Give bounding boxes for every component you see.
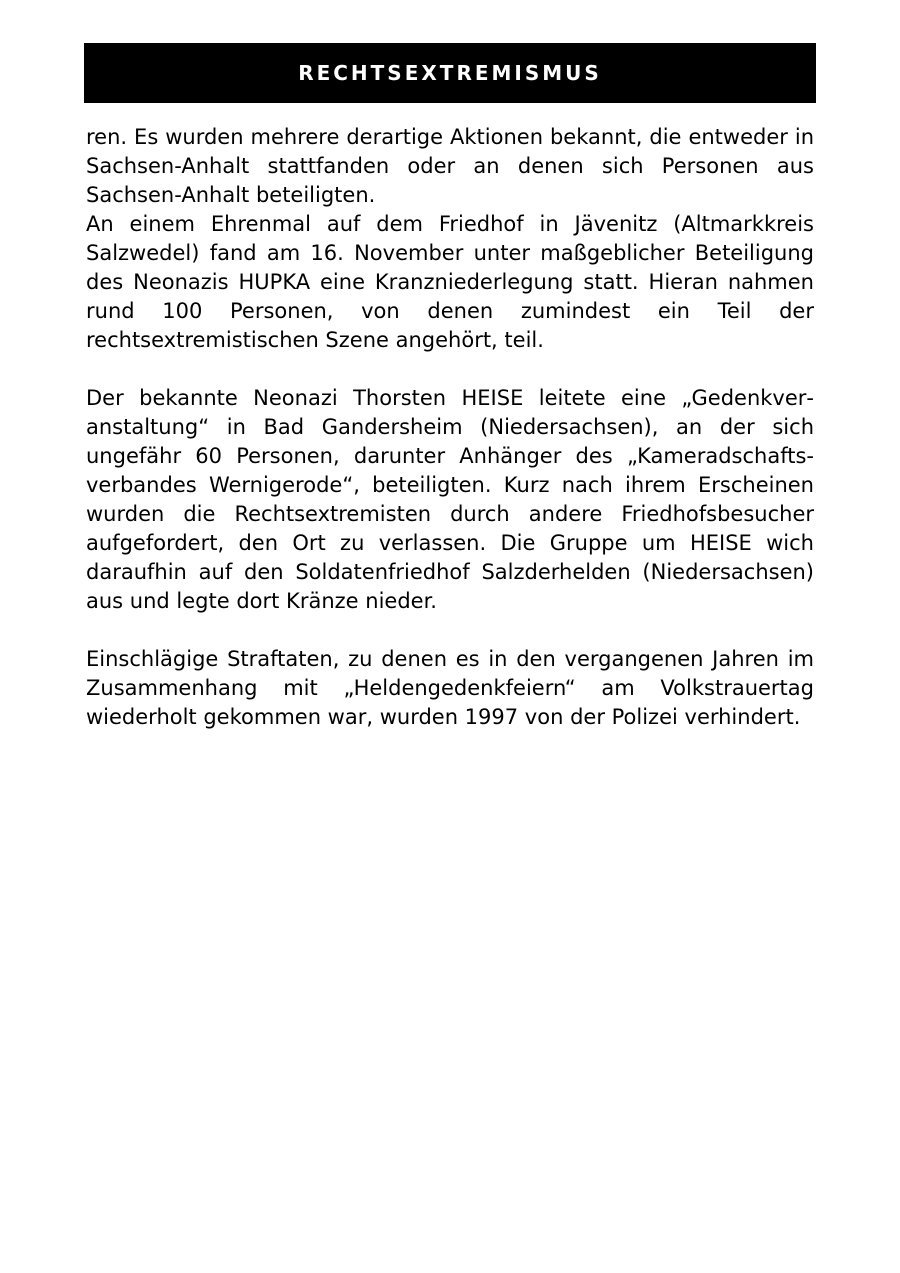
section-title: RECHTSEXTREMISMUS: [298, 61, 602, 85]
paragraph-actions: ren. Es wurden mehrere derartige Aktionen bekannt, die entweder in Sachsen-Anhalt stattfanden oder an denen sich Personen aus Sachsen-Anhalt beteiligten.: [86, 125, 814, 207]
paragraph-heise: Der bekannte Neonazi Thorsten HEISE leitete eine „Gedenkveranstaltung“ in Bad Gandersheim (Niedersachsen), an der sich ungefähr 60 Personen, darunter Anhänger des „Kameradschaftsverbandes Wernigerode“, beteiligten. Kurz nach ihrem Erscheinen wurden die Rechtsextremisten durch andere Friedhofsbesucher aufgefordert, den Ort zu verlassen. Die Gruppe um HEISE wich daraufhin auf den Soldatenfriedhof Salzderhelden (Niedersachsen) aus und legte dort Kränze nieder.: [86, 386, 814, 613]
paragraph-jaevenitz: An einem Ehrenmal auf dem Friedhof in Jävenitz (Altmarkkreis Salzwedel) fand am 16. November unter maßgeblicher Beteiligung des Neonazis HUPKA eine Kranzniederlegung statt. Hieran nahmen rund 100 Personen, von denen zumindest ein Teil der rechtsextremistischen Szene angehört, teil.: [86, 212, 814, 352]
paragraph-straftaten: Einschlägige Straftaten, zu denen es in den vergangenen Jahren im Zusammenhang mit „Heldengedenkfeiern“ am Volkstrauertag wiederholt gekommen war, wurden 1997 von der Polizei verhindert.: [86, 647, 814, 729]
section-header-bar: [84, 43, 816, 103]
body-text: [86, 123, 814, 732]
